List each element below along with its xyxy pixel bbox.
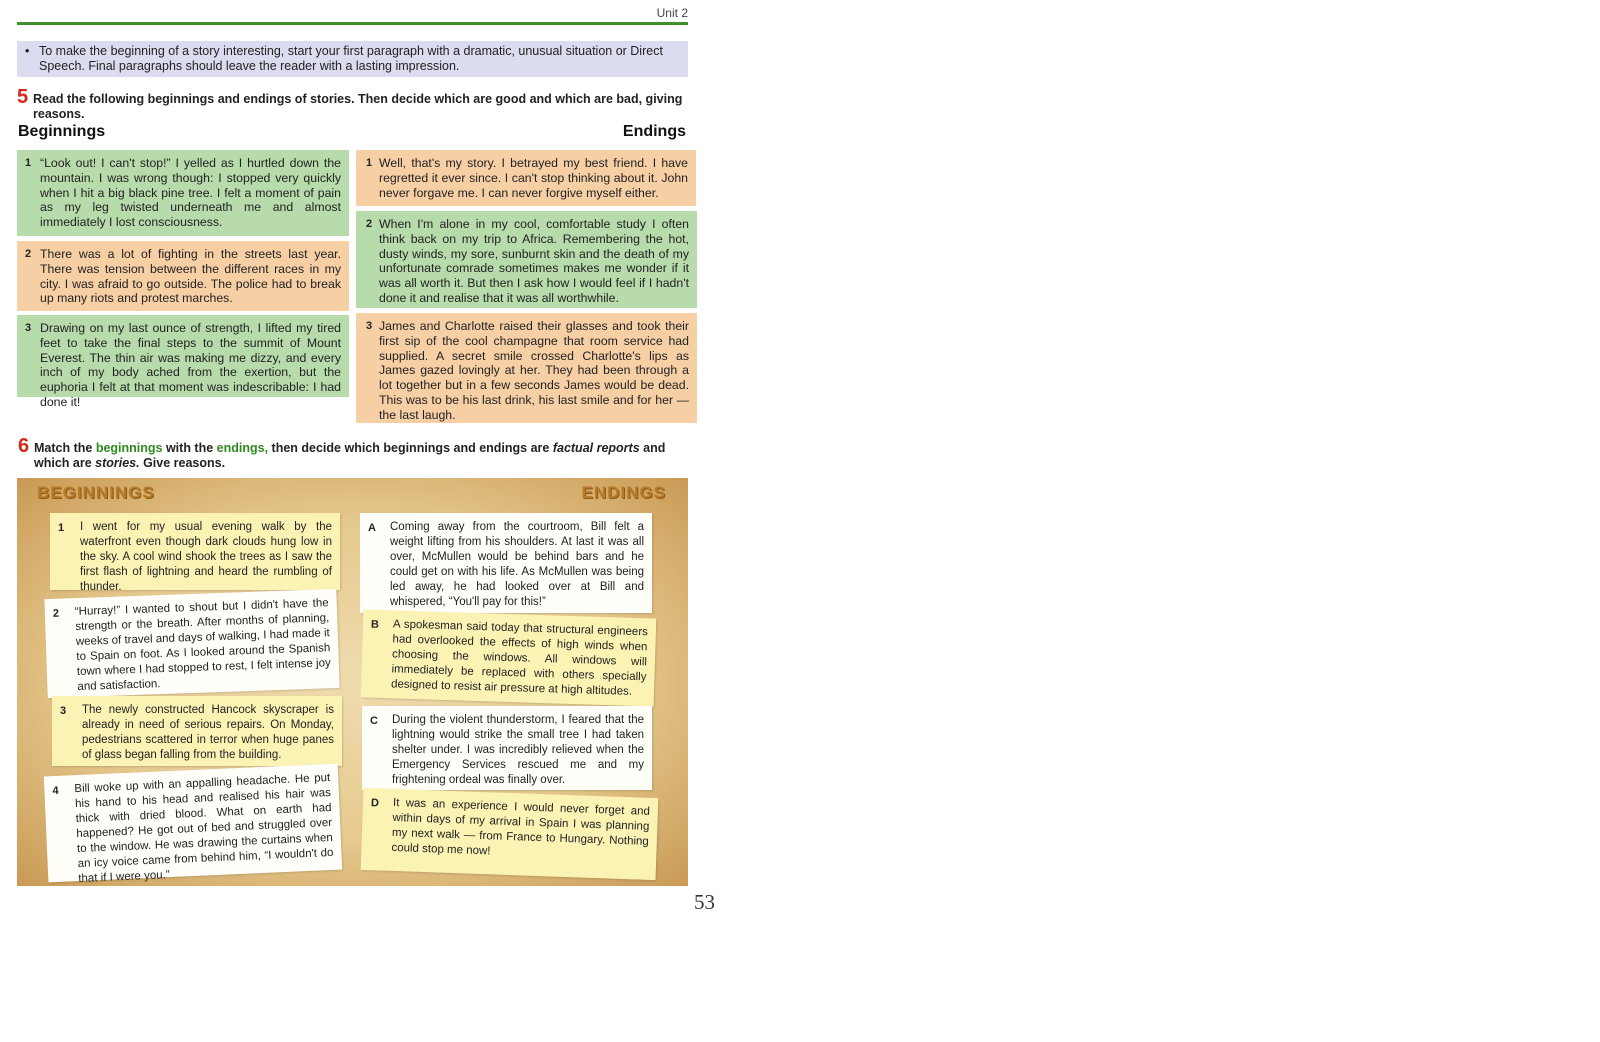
exercise-5-instruction: Read the following beginnings and endings of stories. Then decide which are good and which are bad, giving reasons. [33, 92, 683, 121]
panel-beginnings-title: BEGINNINGS [37, 483, 155, 502]
item-text: When I'm alone in my cool, comfortable study I often think back on my trip to Africa. Remembering the hot, dusty winds, my sore, sunburnt skin and the death of my unfortunate comrade sometimes makes me wonder if it was all worth it. But then I ask how I would feel if I hadn't done it and realise that it was all worthwhile. [379, 217, 689, 305]
beginning-box-1 [17, 150, 349, 236]
match-ending-D: D It was an experience I would never forget and within days of my arrival in Spain I was planning my next walk — from France to Hungary. Nothing could stop me now! [361, 788, 659, 880]
bullet: • [25, 44, 30, 58]
match-beginning-3: 3 The newly constructed Hancock skyscraper is already in need of serious repairs. On Monday, pedestrians scattered in terror when huge panes of glass began falling from the building. [52, 696, 342, 766]
exercise-6-instruction: Match the beginnings with the endings, then decide which beginnings and endings are factual reports and which are stories. Give reasons. [34, 441, 666, 470]
item-number: 1 [25, 157, 32, 169]
exercise-6-number: 6 [18, 435, 30, 457]
item-text: “Look out! I can't stop!” I yelled as I hurtled down the mountain. I was wrong though: I stopped very quickly when I hit a big black pine tree. I felt a moment of pain as my leg twisted underneath me and almost immediately I lost consciousness. [40, 156, 341, 230]
page-number: 53 [694, 890, 715, 914]
item-text: Drawing on my last ounce of strength, I lifted my tired feet to take the final steps to the summit of Mount Everest. The thin air was making me dizzy, and every inch of my body ached from the exertion, but the euphoria I felt at that moment was indescribable: I had done it! [40, 321, 341, 409]
beginnings-heading: Beginnings [18, 123, 106, 140]
item-text: There was a lot of fighting in the streets last year. There was tension between the different races in my city. I was afraid to go outside. The police had to break up many riots and protest marches. [40, 247, 341, 306]
match-ending-A: A Coming away from the courtroom, Bill felt a weight lifting from his shoulders. At last it was all over, McMullen would be behind bars and he could get on with his life. As McMullen was being led away, he had looked over at Bill and whispered, “You'll pay for this!” [360, 513, 652, 613]
match-ending-B: B A spokesman said today that structural engineers had overlooked the effects of high winds when choosing the windows. All windows will immediately be replaced with others specially designed to resist air pressure at high altitudes. [361, 609, 657, 706]
match-ending-C: C During the violent thunderstorm, I feared that the lightning would strike the small tree I had taken shelter under. I was incredibly relieved when the Emergency Services rescued me and my frightening ordeal was finally over. [362, 706, 652, 790]
beginning-box-3 [17, 315, 349, 409]
panel-endings-title: ENDINGS [581, 483, 666, 502]
ending-box-1 [356, 150, 696, 206]
header-rule [17, 22, 688, 25]
item-number: 3 [366, 320, 373, 332]
ending-box-2 [356, 211, 697, 308]
ending-box-3 [356, 313, 697, 423]
endings-heading: Endings [622, 123, 686, 140]
item-number: 1 [366, 157, 373, 169]
match-beginning-2: 2 “Hurray!” I wanted to shout but I didn't have the strength or the breath. After months of planning, weeks of travel and days of walking, I had made it to Spain on foot. As I looked around the Spanish town where I had stopped to rest, I felt intense joy and satisfaction. [44, 589, 339, 698]
tip-box [17, 41, 688, 77]
item-text: Well, that's my story. I betrayed my best friend. I have regretted it ever since. I can't stop thinking about it. John never forgave me. I can never forgive myself either. [379, 156, 688, 200]
match-beginning-1: 1 I went for my usual evening walk by the waterfront even though dark clouds hung low in the sky. A cool wind shook the trees as I saw the first flash of lightning and heard the rumbling of thunder. [50, 513, 340, 590]
beginning-box-2 [17, 241, 349, 311]
item-number: 3 [25, 322, 32, 334]
match-beginning-4: 4 Bill woke up with an appalling headache. He put his hand to his head and realised his hair was thick with dried blood. What on earth had happened? He got out of bed and struggled over to the window. He was drawing the curtains when an icy voice came from behind him, “I wouldn't do that if I were you.” [44, 764, 342, 883]
unit-label: Unit 2 [656, 6, 688, 20]
tip-text: To make the beginning of a story interesting, start your first paragraph with a dramatic, unusual situation or Direct Speech. Final paragraphs should leave the reader with a lasting impression. [39, 44, 663, 73]
item-text: James and Charlotte raised their glasses and took their first sip of the cool champagne that room service had supplied. A secret smile crossed Charlotte's lips as James gazed lovingly at her. They had been through a lot together but in a few seconds James would be dead. This was to be his last drink, his last smile and for her — the last laugh. [379, 319, 689, 422]
item-number: 2 [25, 248, 32, 260]
exercise-5-number: 5 [17, 86, 29, 108]
item-number: 2 [366, 218, 373, 230]
